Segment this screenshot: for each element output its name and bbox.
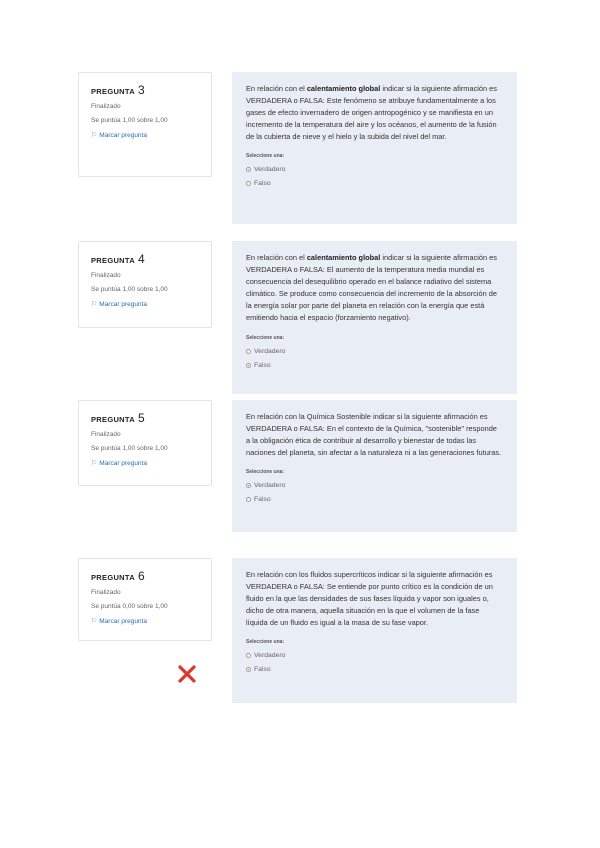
radio-button[interactable] — [246, 349, 251, 354]
question-grade: Se puntúa 1,00 sobre 1,00 — [91, 117, 168, 124]
question-content-5 — [232, 400, 517, 532]
option-verdadero[interactable]: Verdadero — [246, 166, 503, 173]
flag-icon: ⚐ — [91, 301, 98, 308]
question-text: En relación con el calentamiento global indicar si la siguiente afirmación es VERDADERA o FALSA: El aumento de la temperatura media mundial es consecuencia del desequilibrio operado en el balance radiativo del sistema climático. Se produce como consecuencia del incremento de la absorción de la energía solar por parte del planeta en relación con la energía que está emitiendo hacia el espacio (forzamiento negativo). — [246, 253, 498, 323]
question-text: En relación con el calentamiento global indicar si la siguiente afirmación es VERDADERA o FALSA: Este fenómeno se atribuye fundamentalmente a los gases de efecto invernadero de origen antropogénico y se manifiesta en un incremento de la temperatura del aire y los océanos, el aumento de la fusión de la cubierta de nieve y el hielo y la subida del nivel del mar. — [246, 84, 497, 142]
flag-question-link[interactable]: ⚐ Marcar pregunta — [91, 131, 147, 139]
question-content-4 — [232, 241, 517, 394]
flag-icon: ⚐ — [91, 618, 98, 625]
question-state: Finalizado — [91, 272, 121, 279]
radio-button[interactable] — [246, 363, 251, 368]
radio-button[interactable] — [246, 497, 251, 502]
question-content-6 — [232, 558, 517, 703]
question-title: PREGUNTA 4 — [91, 252, 145, 266]
flag-question-link[interactable]: ⚐ Marcar pregunta — [91, 459, 147, 467]
option-verdadero[interactable]: Verdadero — [246, 348, 503, 355]
flag-icon: ⚐ — [91, 132, 98, 139]
x-mark-icon — [177, 664, 197, 684]
flag-question-link[interactable]: ⚐ Marcar pregunta — [91, 617, 147, 625]
answer-prompt: Seleccione una: — [246, 153, 285, 160]
question-title: PREGUNTA 3 — [91, 83, 145, 97]
question-info-4 — [78, 241, 212, 328]
question-content-3 — [232, 72, 517, 224]
question-info-3 — [78, 72, 212, 177]
answer-prompt: Seleccione una: — [246, 334, 285, 341]
radio-button[interactable] — [246, 667, 251, 672]
radio-button[interactable] — [246, 483, 251, 488]
radio-button[interactable] — [246, 653, 251, 658]
radio-button[interactable] — [246, 167, 251, 172]
question-title: PREGUNTA 5 — [91, 411, 145, 425]
flag-icon: ⚐ — [91, 460, 98, 467]
question-info-5 — [78, 400, 212, 486]
question-grade: Se puntúa 1,00 sobre 1,00 — [91, 286, 168, 293]
option-verdadero[interactable]: Verdadero — [246, 482, 503, 489]
option-falso[interactable]: Falso — [246, 362, 503, 369]
question-title: PREGUNTA 6 — [91, 569, 145, 583]
answer-prompt: Seleccione una: — [246, 639, 285, 646]
flag-question-link[interactable]: ⚐ Marcar pregunta — [91, 300, 147, 308]
option-verdadero[interactable]: Verdadero — [246, 652, 503, 659]
question-state: Finalizado — [91, 589, 121, 596]
question-text: En relación con los fluidos supercríticos indicar si la siguiente afirmación es VERDADERA o FALSA: Se entiende por punto crítico es la condición de un fluido en la que las densidades de sus fases líquida y vapor son iguales o, dicho de otra manera, aquella situación en la que el volumen de la fase líquida de un fluido es igual a la masa de su fase vapor. — [246, 570, 493, 628]
question-info-6 — [78, 558, 212, 641]
question-state: Finalizado — [91, 103, 121, 110]
question-grade: Se puntúa 1,00 sobre 1,00 — [91, 445, 168, 452]
option-falso[interactable]: Falso — [246, 180, 503, 187]
question-grade: Se puntúa 0,00 sobre 1,00 — [91, 603, 168, 610]
option-falso[interactable]: Falso — [246, 666, 503, 673]
option-falso[interactable]: Falso — [246, 496, 503, 503]
question-state: Finalizado — [91, 431, 121, 438]
question-text: En relación con la Química Sostenible indicar si la siguiente afirmación es VERDADERA o FALSA: En el contexto de la Química, "sostenible" responde a la obligación ética de contribuir al desarrollo y bienestar de todas las naciones del planeta, sin afectar a la naturaleza ni a las generaciones futuras. — [246, 412, 502, 458]
answer-prompt: Seleccione una: — [246, 469, 285, 476]
radio-button[interactable] — [246, 181, 251, 186]
